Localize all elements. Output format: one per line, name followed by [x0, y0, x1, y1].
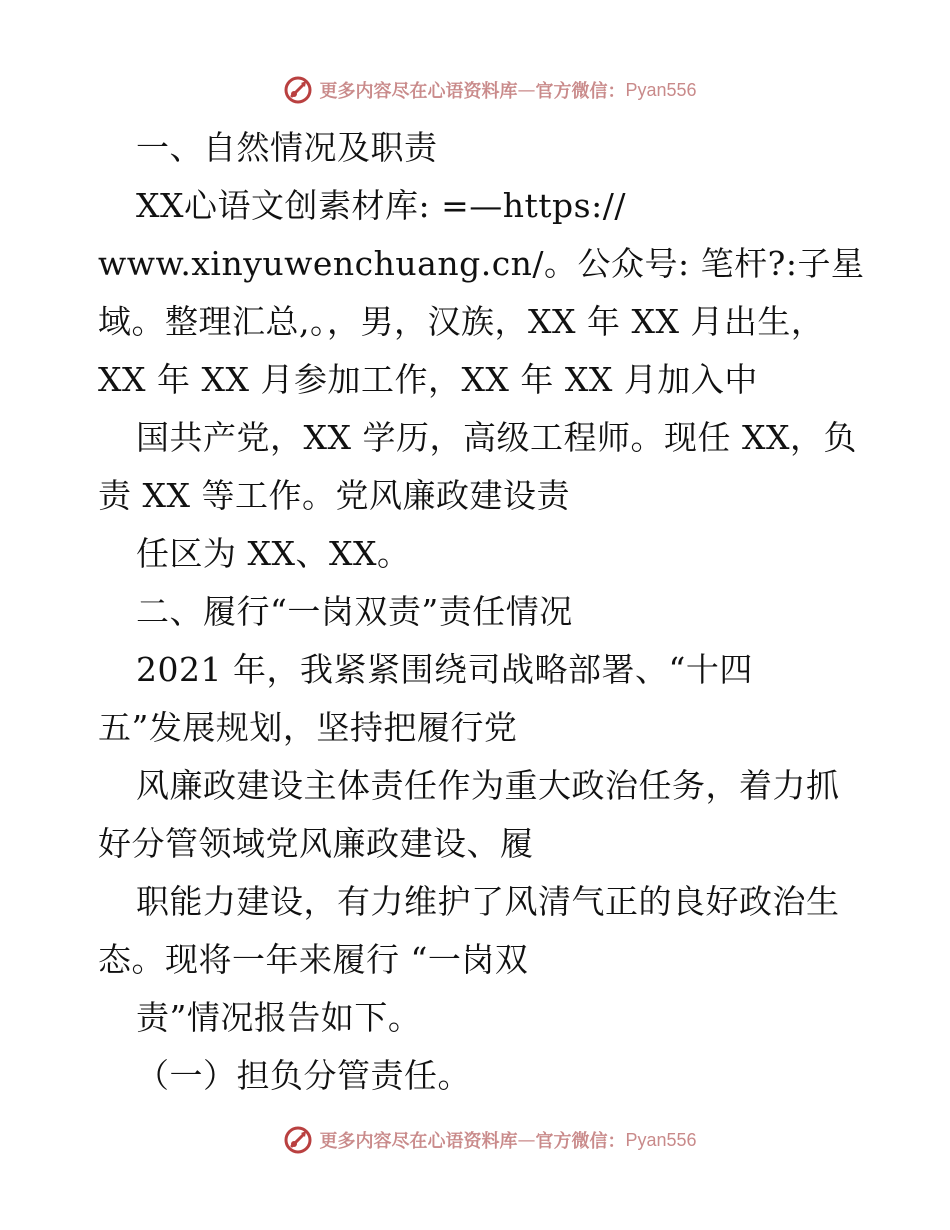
- body-line: 任区为 XX、XX。: [136, 534, 411, 573]
- body-line: 五”发展规划，坚持把履行党: [98, 708, 518, 747]
- body-line: 责 XX 等工作。党风廉政建设责: [98, 476, 570, 515]
- body-line: XX心语文创素材库: =—https://: [136, 186, 626, 225]
- footer-banner-dash: —: [517, 1129, 536, 1151]
- footer-watermark-content: [283, 1125, 696, 1155]
- brand-logo-icon: [283, 1125, 313, 1155]
- header-banner-text: 更多内容尽在心语资料库: [319, 81, 518, 102]
- header-watermark-banner: [0, 72, 950, 108]
- footer-banner-contact-id: Pyan556: [625, 1129, 697, 1150]
- header-banner-contact-id: Pyan556: [625, 79, 697, 100]
- body-line: 好分管领域党风廉政建设、履: [98, 824, 534, 863]
- body-line: 国共产党，XX 学历，高级工程师。现任 XX，负: [136, 418, 857, 457]
- body-line: 2021 年，我紧紧围绕司战略部署、“十四: [136, 650, 753, 689]
- body-line: XX 年 XX 月参加工作，XX 年 XX 月加入中: [98, 360, 758, 399]
- footer-banner-contact-label: 官方微信：: [535, 1131, 626, 1152]
- body-line: www.xinyuwenchuang.cn/。公众号: 笔杆?:子星: [98, 244, 865, 283]
- body-line: 域。整理汇总,。，男，汉族，XX 年 XX 月出生，: [98, 302, 825, 341]
- body-line: 风廉政建设主体责任作为重大政治任务，着力抓: [136, 766, 840, 805]
- brand-logo-icon: [283, 75, 313, 105]
- header-banner-dash: —: [517, 79, 536, 101]
- body-line: 责”情况报告如下。: [136, 998, 422, 1037]
- footer-watermark-banner: [0, 1122, 950, 1158]
- body-line: 一、自然情况及职责: [136, 128, 438, 167]
- header-banner-contact-label: 官方微信：: [535, 81, 626, 102]
- body-line: 职能力建设，有力维护了风清气正的良好政治生: [136, 882, 840, 921]
- subsection-heading: （一）担负分管责任。: [136, 1056, 471, 1095]
- section-heading: 二、履行“一岗双责”责任情况: [136, 592, 573, 631]
- footer-banner-text: 更多内容尽在心语资料库: [319, 1131, 518, 1152]
- body-line: 态。现将一年来履行 “一岗双: [98, 940, 529, 979]
- header-watermark-content: [283, 75, 696, 105]
